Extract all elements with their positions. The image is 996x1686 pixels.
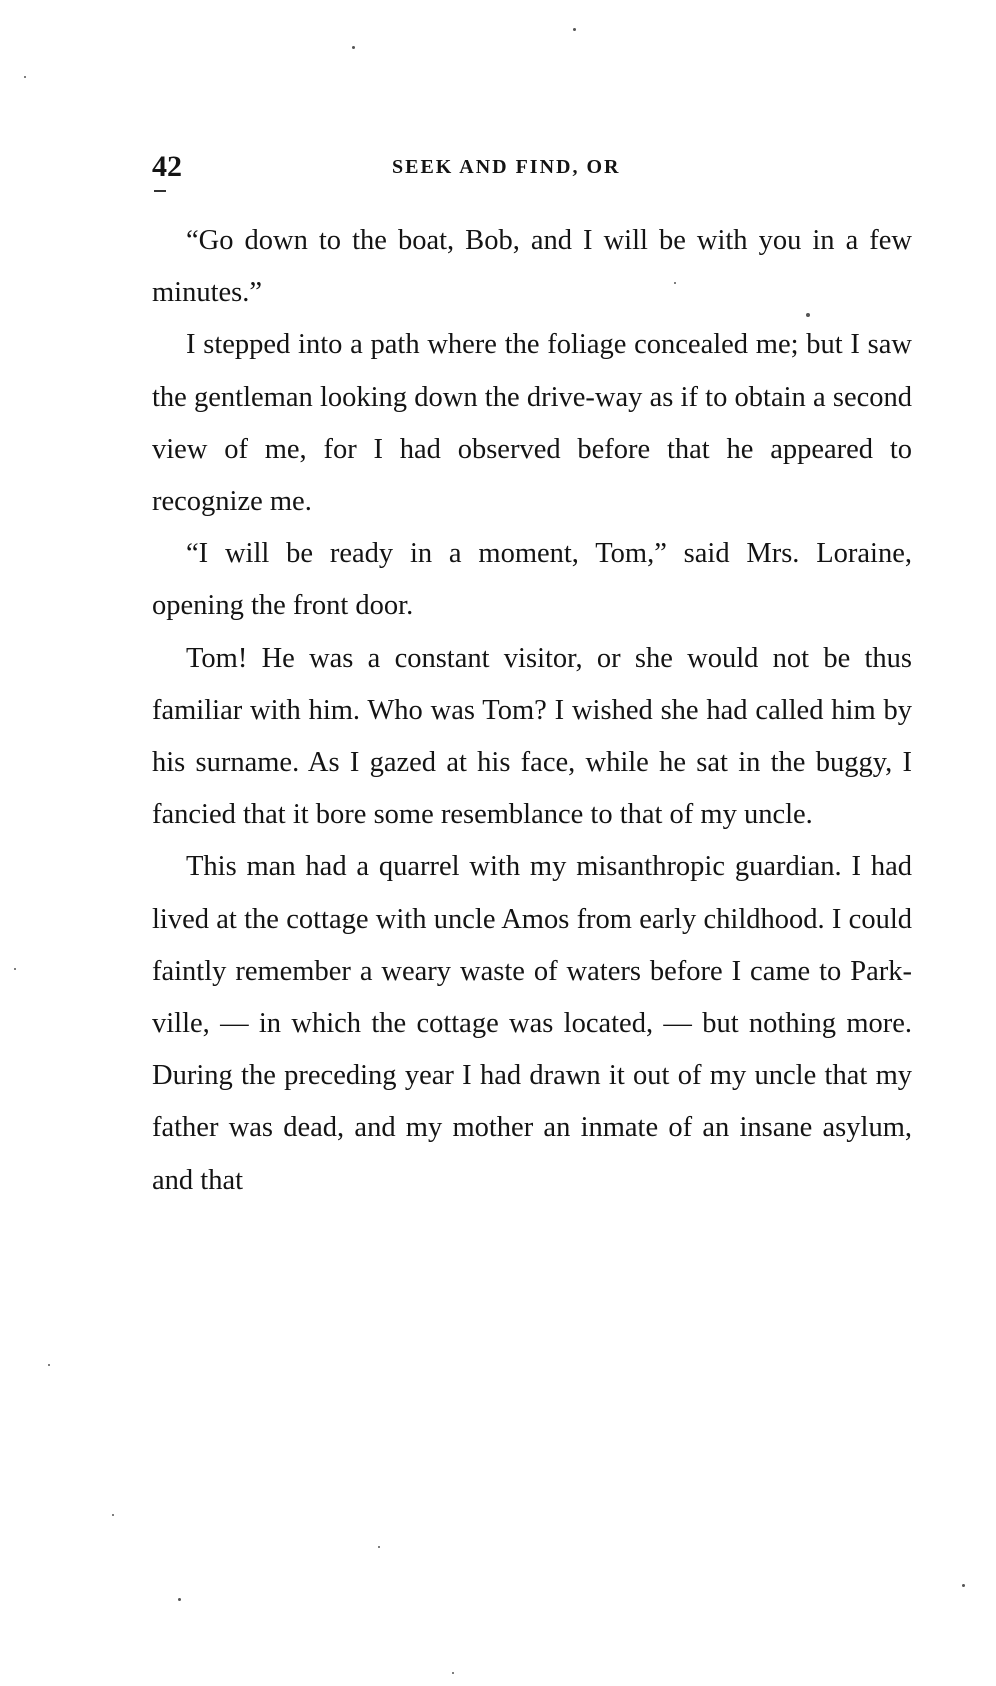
running-title: SEEK AND FIND, OR xyxy=(392,156,621,178)
page-number-underline xyxy=(154,190,166,192)
scan-speck xyxy=(48,1364,50,1366)
scan-speck xyxy=(674,282,676,284)
scan-speck xyxy=(24,76,26,78)
body-text xyxy=(152,215,912,1207)
scan-speck xyxy=(573,28,576,31)
scan-speck xyxy=(112,1514,114,1516)
paragraph-1: “Go down to the boat, Bob, and I will be with you in a few minutes.” xyxy=(152,225,912,309)
scan-speck xyxy=(352,46,355,49)
scan-speck xyxy=(14,968,16,970)
page-number: 42 xyxy=(152,150,182,183)
paragraph-3: “I will be ready in a moment, Tom,” said Mrs. Loraine, opening the front door. xyxy=(152,538,912,622)
scan-speck xyxy=(452,1672,454,1674)
paragraph-5: This man had a quarrel with my misanthropic guardian. I had lived at the cottage with uncle Amos from early childhood. I could faintly remember a weary waste of waters before I came to Parkville, — in which the cottage was located, — but nothing more. During the preceding year I had drawn it out of my uncle that my father was dead, and my mother an inmate of an insane asylum, and that xyxy=(152,851,912,1196)
scan-speck xyxy=(962,1584,965,1587)
paragraph-4: Tom! He was a constant visitor, or she would not be thus familiar with him. Who was Tom? I wished she had called him by his surname. As I gazed at his face, while he sat in the buggy, I fancied that it bore some resemblance to that of my uncle. xyxy=(152,642,912,831)
paragraph-2: I stepped into a path where the foliage concealed me; but I saw the gentleman looking down the drive-way as if to obtain a second view of me, for I had observed before that he appeared to recognize me. xyxy=(152,329,912,518)
running-head xyxy=(152,150,912,190)
scan-speck xyxy=(806,313,810,317)
scan-speck xyxy=(178,1598,181,1601)
scan-speck xyxy=(378,1546,380,1548)
